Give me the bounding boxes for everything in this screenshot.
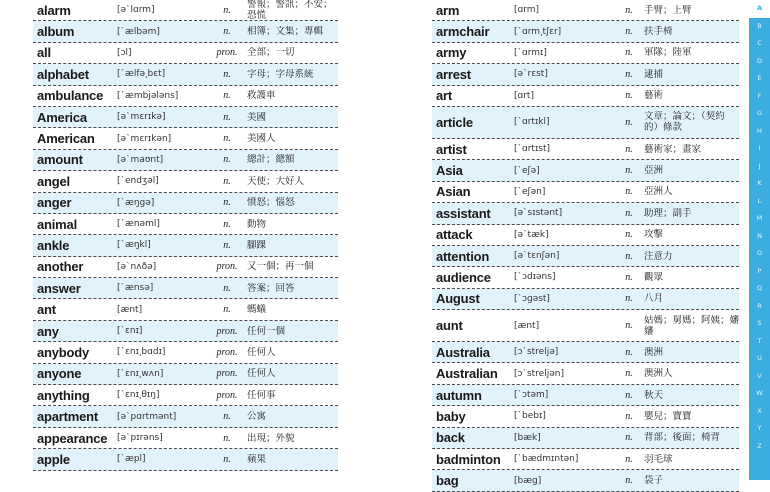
vocab-definition: 公寓 (247, 411, 267, 423)
vocab-part-of-speech: n. (625, 186, 633, 198)
vocab-phonetic: [ə`maʊnt] (117, 154, 164, 165)
vocab-word: answer (37, 280, 81, 296)
alphabet-index-c[interactable]: C (757, 39, 762, 47)
vocab-part-of-speech: n. (625, 346, 633, 358)
vocab-phonetic: [`ɑrtɪkl] (514, 117, 550, 128)
vocab-word: Australian (436, 366, 498, 382)
vocab-phonetic: [`ɛnɪ͵θɪŋ] (117, 390, 160, 401)
vocab-word: anger (37, 195, 72, 211)
vocab-row (33, 107, 338, 128)
vocab-part-of-speech: n. (625, 432, 633, 444)
vocab-phonetic: [bæk] (514, 432, 541, 443)
vocab-word: Asian (436, 184, 471, 200)
vocab-phonetic: [ə`pɪrəns] (117, 433, 163, 443)
vocab-definition: 字母；字母系統 (247, 68, 314, 80)
vocab-word: back (436, 430, 465, 446)
vocab-word: alarm (37, 2, 71, 18)
vocab-row (432, 0, 739, 21)
vocab-definition: 背部；後面；椅背 (644, 432, 721, 444)
vocab-column-left (33, 0, 338, 471)
vocab-part-of-speech: n. (223, 218, 231, 230)
vocab-part-of-speech: n. (223, 197, 231, 209)
alphabet-index-k[interactable]: K (757, 179, 762, 187)
vocab-part-of-speech: pron. (216, 325, 238, 337)
vocab-part-of-speech: n. (223, 411, 231, 423)
alphabet-index-g[interactable]: G (756, 109, 763, 117)
vocab-definition: 澳洲 (644, 346, 664, 358)
vocab-phonetic: [`ælfə͵bɛt] (117, 69, 166, 80)
vocab-phonetic: [ɑrm] (514, 5, 540, 16)
vocab-definition: 蘋果 (247, 453, 267, 465)
vocab-row (33, 385, 338, 406)
vocab-part-of-speech: n. (223, 111, 231, 123)
vocab-word: army (436, 45, 467, 61)
vocab-part-of-speech: n. (625, 389, 633, 401)
alphabet-index-m[interactable]: M (756, 214, 763, 222)
vocab-word: alphabet (37, 66, 89, 82)
vocab-phonetic: [`ɛnɪ͵bɑdɪ] (117, 347, 166, 358)
vocab-part-of-speech: n. (625, 368, 633, 380)
vocab-part-of-speech: n. (223, 154, 231, 166)
vocab-row (33, 321, 338, 342)
vocab-phonetic: [bæg] (514, 475, 542, 486)
alphabet-index-p[interactable]: P (757, 266, 762, 275)
alphabet-index-v[interactable]: V (757, 371, 762, 380)
vocab-phonetic: [ə`mɛrɪkən] (117, 133, 172, 144)
vocab-word: aunt (436, 318, 463, 334)
vocab-phonetic: [`ɔgəst] (514, 293, 550, 304)
vocab-word: anything (37, 387, 90, 403)
vocab-phonetic: [ænt] (117, 304, 143, 315)
vocab-definition: 美國 (247, 111, 267, 123)
vocab-definition: 美國人 (247, 133, 276, 145)
vocab-row (33, 43, 338, 64)
vocab-phonetic: [ə`pɑrtmənt] (117, 411, 177, 422)
vocab-row (432, 160, 739, 181)
vocab-phonetic: [ə`nʌðə] (117, 261, 157, 272)
vocab-word: armchair (436, 24, 490, 40)
vocab-phonetic: [`eʃə] (514, 165, 540, 176)
vocab-word: anyone (37, 366, 82, 382)
vocab-definition: 總計；總額 (247, 154, 295, 166)
vocab-part-of-speech: n. (625, 165, 633, 177)
vocab-phonetic: [`ɑrtɪst] (514, 144, 551, 155)
vocab-word: ant (37, 302, 56, 318)
vocab-definition: 警報；警訊；不安；恐慌 (247, 0, 333, 22)
vocab-phonetic: [`ɛnɪ] (117, 326, 143, 337)
vocab-definition: 姑媽；舅媽；阿姨；嬸嬸 (644, 314, 739, 337)
vocab-definition: 逮捕 (644, 68, 664, 80)
vocab-phonetic: [`æmbjələns] (117, 90, 179, 101)
vocab-row (33, 342, 338, 363)
vocab-row (432, 385, 739, 406)
vocab-row (33, 128, 338, 149)
vocab-word: artist (436, 141, 467, 157)
vocab-phonetic: [`ɔdɪəns] (514, 272, 556, 283)
vocab-row (432, 470, 739, 491)
vocab-part-of-speech: n. (625, 4, 633, 16)
vocab-definition: 全部；一切 (247, 47, 295, 59)
vocab-part-of-speech: n. (223, 282, 231, 294)
vocab-definition: 攻擊 (644, 229, 664, 241)
alphabet-index-s[interactable]: S (757, 319, 762, 327)
vocab-part-of-speech: n. (625, 250, 633, 262)
vocab-row (33, 406, 338, 427)
vocab-word: August (436, 291, 480, 307)
vocab-word: autumn (436, 387, 482, 403)
vocab-row (432, 310, 739, 342)
vocab-part-of-speech: pron. (216, 389, 238, 401)
vocab-part-of-speech: n. (223, 133, 231, 145)
alphabet-index-o[interactable]: O (756, 249, 763, 257)
vocab-row (33, 171, 338, 192)
alphabet-index-e[interactable]: E (757, 74, 762, 82)
vocab-row (432, 139, 739, 160)
vocab-word: American (37, 131, 95, 147)
vocab-word: America (37, 109, 87, 125)
vocab-definition: 相簿；文集；專輯 (247, 26, 324, 38)
vocab-definition: 藝術家；畫家 (644, 143, 702, 155)
vocab-column-right (432, 0, 739, 492)
vocab-word: assistant (436, 205, 491, 221)
alphabet-index-f[interactable]: F (757, 91, 762, 100)
vocab-phonetic: [ə`sɪstənt] (514, 208, 563, 219)
vocab-word: art (436, 88, 453, 104)
vocab-word: arrest (436, 66, 471, 82)
vocab-definition: 天使；大好人 (247, 175, 305, 187)
vocab-part-of-speech: pron. (216, 261, 238, 273)
vocab-row (432, 289, 739, 310)
vocab-part-of-speech: n. (223, 239, 231, 251)
alphabet-index-n[interactable]: N (757, 231, 762, 240)
vocab-phonetic: [`ænəml] (117, 219, 160, 230)
vocab-word: audience (436, 269, 491, 285)
alphabet-index-h[interactable]: H (757, 126, 762, 135)
vocab-phonetic: [ə`rɛst] (514, 69, 548, 80)
vocab-row (33, 364, 338, 385)
vocab-phonetic: [ɑrt] (514, 90, 534, 101)
vocab-row (33, 86, 338, 107)
vocab-word: any (37, 323, 59, 339)
vocab-phonetic: [ænt] (514, 320, 540, 331)
vocab-definition: 手臂；上臂 (644, 4, 692, 16)
vocab-part-of-speech: pron. (216, 368, 238, 380)
vocab-part-of-speech: n. (625, 68, 633, 80)
vocab-row (432, 342, 739, 363)
vocab-definition: 任何事 (247, 389, 276, 401)
vocab-phonetic: [ə`mɛrɪkə] (117, 112, 166, 123)
vocab-word: attention (436, 248, 490, 264)
alphabet-index-z[interactable]: Z (757, 441, 762, 450)
vocab-phonetic: [`bebɪ] (514, 411, 546, 422)
vocab-row (33, 21, 338, 42)
vocab-part-of-speech: n. (625, 207, 633, 219)
vocab-word: another (37, 259, 84, 275)
vocab-definition: 螞蟻 (247, 304, 267, 316)
vocab-word: badminton (436, 451, 501, 467)
vocab-row (432, 267, 739, 288)
vocab-part-of-speech: n. (625, 143, 633, 155)
vocab-row (432, 203, 739, 224)
vocab-part-of-speech: n. (625, 410, 633, 422)
vocab-row (33, 214, 338, 235)
vocab-phonetic: [`æpl] (117, 454, 146, 465)
vocab-definition: 助理；副手 (644, 207, 692, 219)
alphabet-index-t[interactable]: T (757, 336, 762, 345)
alphabet-index-x[interactable]: X (757, 406, 762, 415)
vocab-phonetic: [ə`tɛnʃən] (514, 251, 560, 262)
vocab-word: angel (37, 173, 70, 189)
vocab-definition: 八月 (644, 293, 664, 305)
vocab-row (432, 86, 739, 107)
vocab-word: animal (37, 216, 77, 232)
vocab-word: apple (37, 451, 70, 467)
alphabet-index-r[interactable]: R (757, 301, 762, 310)
vocab-phonetic: [`endʒəl] (117, 176, 159, 187)
alphabet-index-j[interactable]: J (758, 161, 761, 170)
vocab-row (33, 235, 338, 256)
vocab-part-of-speech: n. (625, 116, 633, 128)
alphabet-index-b[interactable]: B (757, 21, 762, 30)
vocab-row (33, 257, 338, 278)
vocab-part-of-speech: n. (223, 432, 231, 444)
vocab-word: ambulance (37, 88, 104, 104)
vocab-part-of-speech: n. (625, 271, 633, 283)
vocab-definition: 憤怒；惱怒 (247, 197, 295, 209)
vocab-row (432, 182, 739, 203)
vocab-phonetic: [`ɔtəm] (514, 390, 549, 401)
vocab-phonetic: [ɔ`streljə] (514, 347, 559, 358)
vocab-row (432, 64, 739, 85)
vocab-word: bag (436, 473, 459, 489)
vocab-row (432, 21, 739, 42)
vocab-part-of-speech: n. (223, 90, 231, 102)
vocab-word: article (436, 114, 473, 130)
vocab-row (33, 64, 338, 85)
vocab-phonetic: [`æŋkl] (117, 240, 151, 251)
vocab-phonetic: [ɔl] (117, 47, 132, 58)
alphabet-index-l[interactable]: L (757, 196, 762, 205)
vocab-row (432, 363, 739, 384)
vocab-definition: 任何人 (247, 346, 276, 358)
vocab-row (432, 428, 739, 449)
vocab-phonetic: [`ænsə] (117, 283, 154, 294)
vocab-phonetic: [`ɑrm͵tʃɛr] (514, 26, 562, 37)
vocab-phonetic: [`æŋgə] (117, 197, 155, 208)
vocab-word: amount (37, 152, 83, 168)
vocab-row (33, 449, 338, 470)
vocab-part-of-speech: n. (625, 47, 633, 59)
vocab-definition: 動物 (247, 218, 267, 230)
vocab-definition: 袋子 (644, 475, 664, 487)
vocab-phonetic: [`eʃən] (514, 186, 546, 197)
vocab-phonetic: [ə`tæk] (514, 229, 549, 240)
alphabet-index-w[interactable]: W (756, 389, 763, 397)
vocab-definition: 羽毛球 (644, 453, 673, 465)
vocab-word: arm (436, 2, 460, 18)
vocab-row (432, 406, 739, 427)
vocab-part-of-speech: n. (223, 453, 231, 465)
vocab-word: appearance (37, 430, 108, 446)
vocab-row (33, 0, 338, 21)
vocab-part-of-speech: n. (625, 453, 633, 465)
vocab-part-of-speech: n. (625, 229, 633, 241)
vocab-definition: 任何人 (247, 368, 276, 380)
vocab-word: Australia (436, 344, 490, 360)
vocab-definition: 任何一個 (247, 325, 286, 337)
alphabet-index-y[interactable]: Y (757, 424, 762, 432)
vocab-phonetic: [`ælbəm] (117, 26, 160, 37)
vocab-definition: 出現；外貌 (247, 432, 295, 444)
vocab-definition: 觀眾 (644, 271, 664, 283)
vocab-part-of-speech: n. (625, 320, 633, 332)
vocab-definition: 答案；回答 (247, 282, 295, 294)
vocab-part-of-speech: n. (223, 175, 231, 187)
vocab-definition: 藝術 (644, 90, 664, 102)
alphabet-index-a[interactable]: A (749, 0, 770, 18)
vocab-word: apartment (37, 409, 99, 425)
vocab-word: all (37, 45, 51, 61)
alphabet-index-i[interactable]: I (758, 144, 761, 152)
vocab-phonetic: [ɔ`streljən] (514, 368, 564, 379)
vocab-definition: 秋天 (644, 389, 664, 401)
vocab-word: album (37, 24, 75, 40)
vocab-part-of-speech: n. (223, 4, 231, 16)
vocab-part-of-speech: pron. (216, 47, 238, 59)
vocab-part-of-speech: n. (223, 26, 231, 38)
vocab-row (33, 193, 338, 214)
vocab-definition: 腳踝 (247, 239, 267, 251)
alphabet-index-u[interactable]: U (757, 354, 762, 362)
vocab-phonetic: [`ɛnɪ͵wʌn] (117, 368, 164, 379)
vocab-word: baby (436, 408, 466, 424)
vocab-definition: 亞洲 (644, 165, 664, 177)
vocab-row (432, 449, 739, 470)
vocab-row (432, 43, 739, 64)
alphabet-index-q[interactable]: Q (756, 284, 763, 292)
vocab-definition: 文章；論文；（契約的）條款 (644, 111, 725, 134)
vocab-phonetic: [`bædmɪntən] (514, 454, 579, 465)
vocab-definition: 注意力 (644, 250, 673, 262)
vocab-part-of-speech: n. (223, 68, 231, 80)
alphabet-index-d[interactable]: D (756, 56, 762, 65)
vocab-row (33, 150, 338, 171)
vocab-definition: 救護車 (247, 90, 276, 102)
vocab-word: anybody (37, 344, 90, 360)
vocab-row (33, 299, 338, 320)
vocab-part-of-speech: n. (625, 90, 633, 102)
vocab-part-of-speech: pron. (216, 346, 238, 358)
vocab-word: attack (436, 227, 473, 243)
vocab-row (33, 428, 338, 449)
vocab-phonetic: [`ɑrmɪ] (514, 47, 547, 58)
vocab-row (432, 246, 739, 267)
vocab-definition: 亞洲人 (644, 186, 673, 198)
vocab-row (33, 278, 338, 299)
vocab-definition: 又一個；再一個 (247, 261, 314, 273)
vocab-definition: 扶手椅 (644, 26, 673, 38)
vocab-word: ankle (37, 237, 70, 253)
vocab-part-of-speech: n. (625, 26, 633, 38)
alphabet-index-bar (749, 0, 770, 480)
vocab-part-of-speech: n. (625, 475, 633, 487)
vocab-part-of-speech: n. (625, 293, 633, 305)
vocab-row (432, 225, 739, 246)
vocab-phonetic: [ə`lɑrm] (117, 5, 155, 16)
vocab-row (432, 107, 739, 139)
vocab-definition: 軍隊；陸軍 (644, 47, 692, 59)
vocab-definition: 嬰兒；寶寶 (644, 410, 692, 422)
vocab-part-of-speech: n. (223, 304, 231, 316)
vocab-definition: 澳洲人 (644, 368, 673, 380)
vocab-word: Asia (436, 163, 463, 179)
